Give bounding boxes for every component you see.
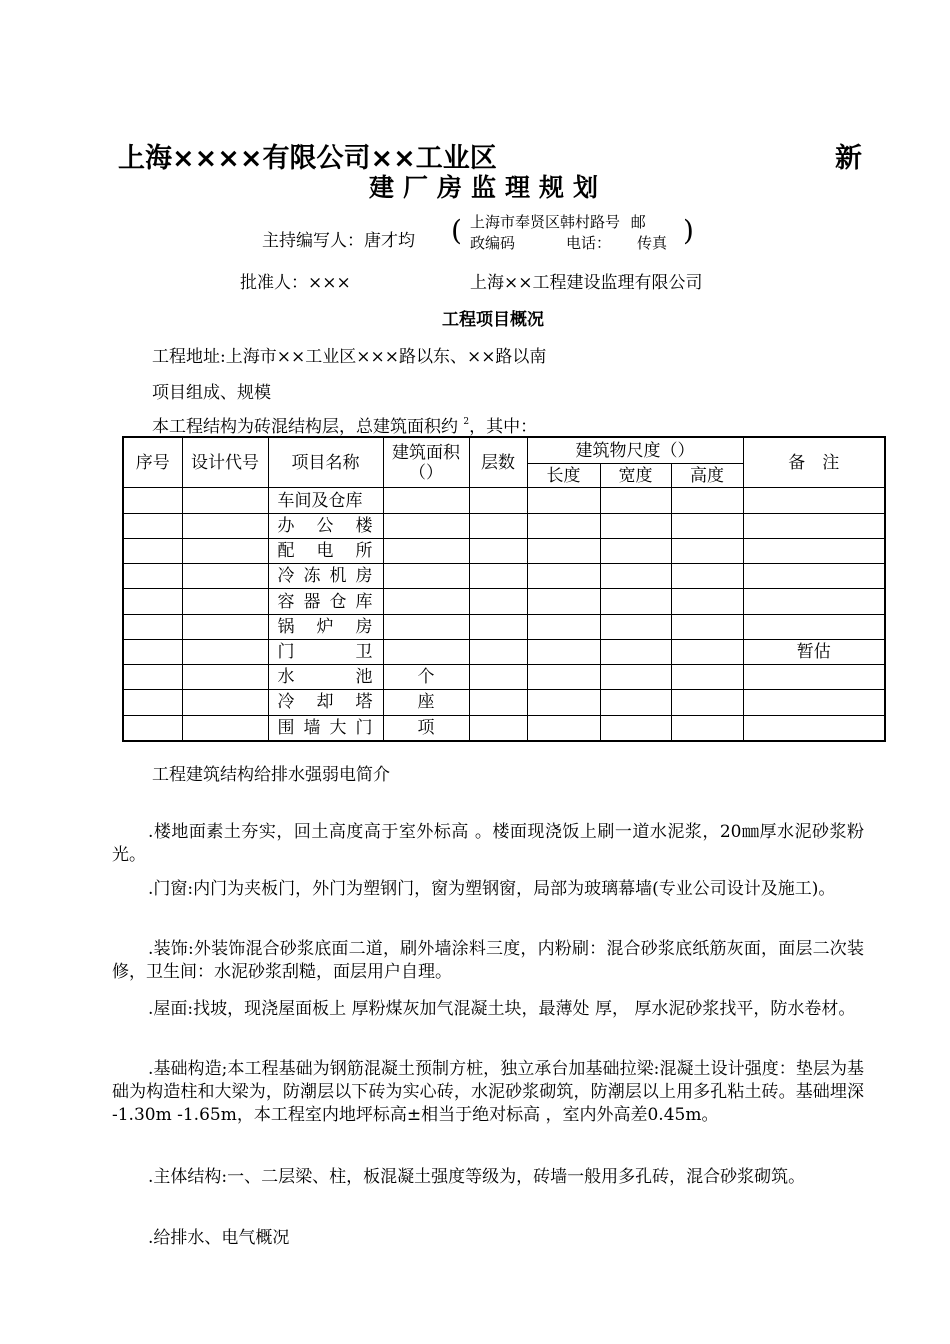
row-item-name: 容 器 仓 库 [277, 591, 373, 612]
header-design-code: 设计代号 [182, 437, 268, 488]
structure-intro-after: ，其中： [469, 417, 538, 437]
row-area [383, 538, 469, 563]
row-remarks: 暂估 [743, 639, 885, 664]
header-height: 高度 [671, 464, 743, 488]
row-area [383, 589, 469, 614]
row-item-name: 围 墙 大 门 [277, 717, 373, 738]
postcode-label: 政编码 [470, 234, 516, 252]
phone-label: 电话： [566, 234, 612, 252]
row-area [383, 564, 469, 589]
table-row [123, 589, 885, 614]
header-dimensions: 建筑物尺度（） [527, 437, 743, 464]
row-item-name: 车间及仓库 [277, 490, 363, 511]
area-unit-superscript: 2 [463, 417, 470, 427]
row-area [383, 639, 469, 664]
project-scale-table [122, 436, 886, 742]
header-width: 宽度 [600, 464, 671, 488]
table-row [123, 513, 885, 538]
structure-intro [152, 412, 537, 437]
summary-paragraph-roof: .屋面:找坡，现浇屋面板上 厚粉煤灰加气混凝土块，最薄处 厚， 厚水泥砂浆找平，防水卷材。 [148, 999, 856, 1019]
header-item-name: 项目名称 [268, 437, 383, 488]
row-item-name: 配 电 所 [277, 541, 373, 562]
summary-heading: 工程建筑结构给排水强弱电简介 [152, 765, 390, 785]
section-title-overview: 工程项目概况 [442, 310, 544, 330]
composition-heading: 项目组成、规模 [152, 383, 271, 403]
table-row [123, 614, 885, 639]
document-title-main: 上海××××有限公司××工业区 [118, 143, 497, 174]
company-name: 上海××工程建设监理有限公司 [470, 273, 703, 293]
row-remarks [743, 665, 885, 690]
row-item-name: 锅 炉 房 [277, 616, 373, 637]
address-line-1: 上海市奉贤区韩村路号 邮 [470, 213, 646, 231]
row-remarks [743, 614, 885, 639]
table-row [123, 715, 885, 741]
document-title-tail: 新 [835, 143, 862, 174]
row-item-name: 办 公 楼 [277, 515, 373, 536]
row-remarks [743, 690, 885, 715]
row-area [383, 614, 469, 639]
header-area: 建筑面积（） [383, 437, 469, 488]
row-remarks [743, 513, 885, 538]
summary-paragraph-doors: .门窗:内门为夹板门，外门为塑钢门，窗为塑钢窗，局部为玻璃幕墙(专业公司设计及施工)。 [148, 879, 836, 899]
row-area: 个 [383, 665, 469, 690]
header-remarks: 备 注 [743, 437, 885, 488]
document-title-line2: 建厂房监理规划 [368, 173, 607, 202]
row-item-name: 冷 冻 机 房 [277, 566, 373, 587]
row-remarks [743, 715, 885, 741]
row-remarks [743, 538, 885, 563]
project-address: 工程地址:上海市××工业区×××路以东、××路以南 [152, 347, 547, 367]
row-remarks [743, 488, 885, 513]
row-item-name: 门 卫 [277, 642, 373, 662]
table-row [123, 488, 885, 513]
summary-paragraph-floor: .楼地面素土夯实，回土高度高于室外标高 。楼面现浇饭上刷一道水泥浆，20㎜厚水泥砂浆粉光。 [112, 822, 864, 865]
row-area [383, 513, 469, 538]
author-line: 主持编写人：唐才均 [262, 231, 415, 251]
row-area: 座 [383, 690, 469, 715]
row-remarks [743, 589, 885, 614]
row-item-name: 冷 却 塔 [277, 692, 373, 713]
structure-intro-before: 本工程结构为砖混结构层，总建筑面积约 [152, 417, 464, 437]
fax-label: 传真 [637, 234, 668, 252]
table-row [123, 564, 885, 589]
header-length: 长度 [527, 464, 600, 488]
row-remarks [743, 564, 885, 589]
row-area [383, 488, 469, 513]
header-index: 序号 [123, 437, 182, 488]
summary-paragraph-utilities: .给排水、电气概况 [148, 1228, 290, 1248]
address-paren-close: ) [683, 214, 694, 247]
summary-paragraph-main-structure: .主体结构:一、二层梁、柱，板混凝土强度等级为，砖墙一般用多孔砖，混合砂浆砌筑。 [148, 1167, 806, 1187]
header-floors: 层数 [469, 437, 527, 488]
table-row [123, 690, 885, 715]
table-row [123, 639, 885, 664]
table-row [123, 665, 885, 690]
address-paren-open: ( [451, 214, 462, 247]
row-item-name: 水 池 [277, 667, 373, 688]
approver-line: 批准人：××× [240, 273, 351, 293]
row-area: 项 [383, 715, 469, 741]
table-row [123, 538, 885, 563]
summary-paragraph-decoration: .装饰:外装饰混合砂浆底面二道，刷外墙涂料三度，内粉刷：混合砂浆底纸筋灰面，面层二次装修，卫生间：水泥砂浆刮糙，面层用户自理。 [112, 939, 864, 982]
summary-paragraph-foundation: .基础构造;本工程基础为钢筋混凝土预制方桩，独立承台加基础拉梁:混凝土设计强度：垫层为基础为构造柱和大梁为，防潮层以下砖为实心砖，水泥砂浆砌筑，防潮层以上用多孔粘土砖。基础埋深 -1.30m -1.65m，本工程室内地坪标高±相当于绝对标高 ，室内外高差0.45m。 [112, 1059, 864, 1125]
